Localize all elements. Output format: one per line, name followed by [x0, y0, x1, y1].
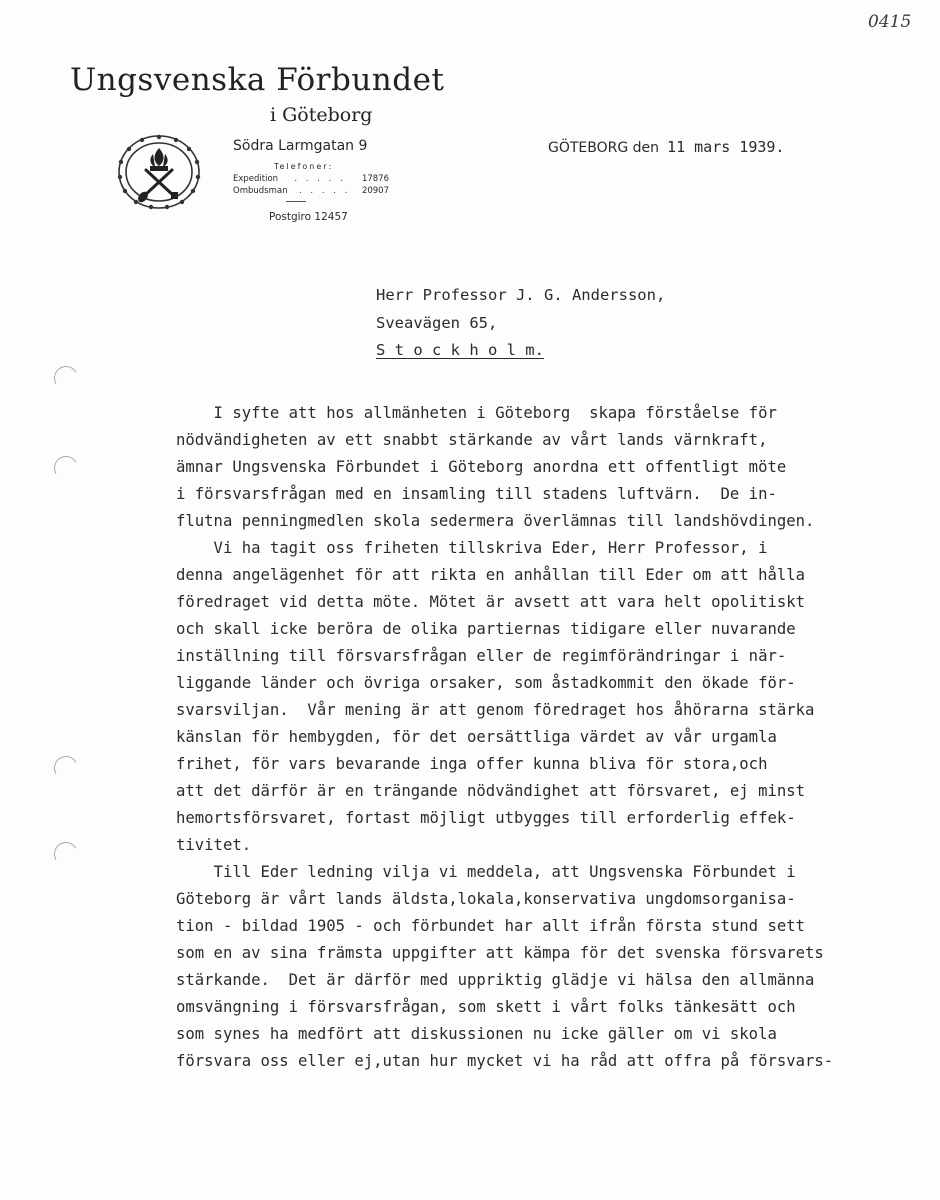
recipient-city: S t o c k h o l m.	[376, 341, 544, 359]
body-line: och skall icke beröra de olika partiernas tidigare eller nuvarande	[176, 620, 796, 638]
phone-dots: . . . . .	[299, 186, 351, 196]
archive-number: 0415	[868, 12, 912, 32]
body-line: inställning till försvarsfrågan eller de regimförändringar i när-	[176, 647, 787, 665]
body-line: Till Eder ledning vilja vi meddela, att Ungsvenska Förbundet i	[176, 863, 796, 881]
body-line: ämnar Ungsvenska Förbundet i Göteborg anordna ett offentligt möte	[176, 458, 787, 476]
body-line: som synes ha medfört att diskussionen nu icke gäller om vi skola	[176, 1025, 777, 1043]
body-line: känslan för hembygden, för det oersättliga värdet av vår urgamla	[176, 728, 777, 746]
punch-hole-mark	[51, 453, 80, 482]
body-line: som en av sina främsta uppgifter att kämpa för det svenska försvarets	[176, 944, 824, 962]
punch-hole-mark	[51, 753, 80, 782]
body-line: att det därför är en trängande nödvändighet att försvaret, ej minst	[176, 782, 806, 800]
body-line: hemortsförsvaret, fortast möjligt utbygges till erforderlig effek-	[176, 809, 796, 827]
body-line: flutna penningmedlen skola sedermera överlämnas till landshövdingen.	[176, 512, 815, 530]
dateline	[548, 138, 784, 156]
phone-row-expedition	[233, 174, 389, 184]
body-line: i försvarsfrågan med en insamling till stadens luftvärn. De in-	[176, 485, 777, 503]
body-line: denna angelägenhet för att rikta en anhållan till Eder om att hålla	[176, 566, 806, 584]
organisation-name: Ungsvenska Förbundet	[70, 62, 445, 98]
chain-wreath-torch-emblem-icon	[114, 132, 204, 212]
phone-label: Ombudsman	[233, 186, 288, 196]
body-line: svarsviljan. Vår mening är att genom föredraget hos åhörarna stärka	[176, 701, 815, 719]
phone-dots: . . . . .	[294, 174, 346, 184]
body-line: Göteborg är vårt lands äldsta,lokala,konservativa ungdomsorganisa-	[176, 890, 796, 908]
body-line: föredraget vid detta möte. Mötet är avsett att vara helt opolitiskt	[176, 593, 806, 611]
body-line: frihet, för vars bevarande inga offer kunna bliva för stora,och	[176, 755, 768, 773]
phone-number: 17876	[361, 174, 389, 184]
recipient-street: Sveavägen 65,	[376, 314, 498, 332]
body-line: stärkande. Det är därför med uppriktig glädje vi hälsa den allmänna	[176, 971, 815, 989]
phone-number: 20907	[361, 186, 389, 196]
punch-hole-mark	[51, 363, 80, 392]
body-line: tivitet.	[176, 836, 252, 854]
body-line: Vi ha tagit oss friheten tillskriva Eder, Herr Professor, i	[176, 539, 768, 557]
body-line: nödvändigheten av ett snabbt stärkande av vårt lands värnkraft,	[176, 431, 768, 449]
postgiro: Postgiro 12457	[269, 211, 348, 223]
organisation-city: i Göteborg	[270, 104, 373, 126]
body-line: I syfte att hos allmänheten i Göteborg skapa förståelse för	[176, 404, 777, 422]
phone-row-ombudsman	[233, 186, 389, 196]
body-line: tion - bildad 1905 - och förbundet har allt ifrån första stund sett	[176, 917, 806, 935]
body-line: omsvängning i försvarsfrågan, som skett i vårt folks tänkesätt och	[176, 998, 796, 1016]
dateline-place: GÖTEBORG den	[548, 140, 660, 156]
punch-hole-mark	[51, 839, 80, 868]
phone-label: Expedition	[233, 174, 279, 184]
letterhead-divider	[286, 201, 306, 202]
body-line: liggande länder och övriga orsaker, som åstadkommit den ökade för-	[176, 674, 796, 692]
recipient-name: Herr Professor J. G. Andersson,	[376, 286, 666, 304]
body-line: försvara oss eller ej,utan hur mycket vi ha råd att offra på försvars-	[176, 1052, 834, 1070]
telephone-heading: Telefoner:	[274, 162, 334, 171]
street-address: Södra Larmgatan 9	[233, 138, 368, 154]
dateline-date: 11 mars 1939.	[667, 138, 785, 156]
